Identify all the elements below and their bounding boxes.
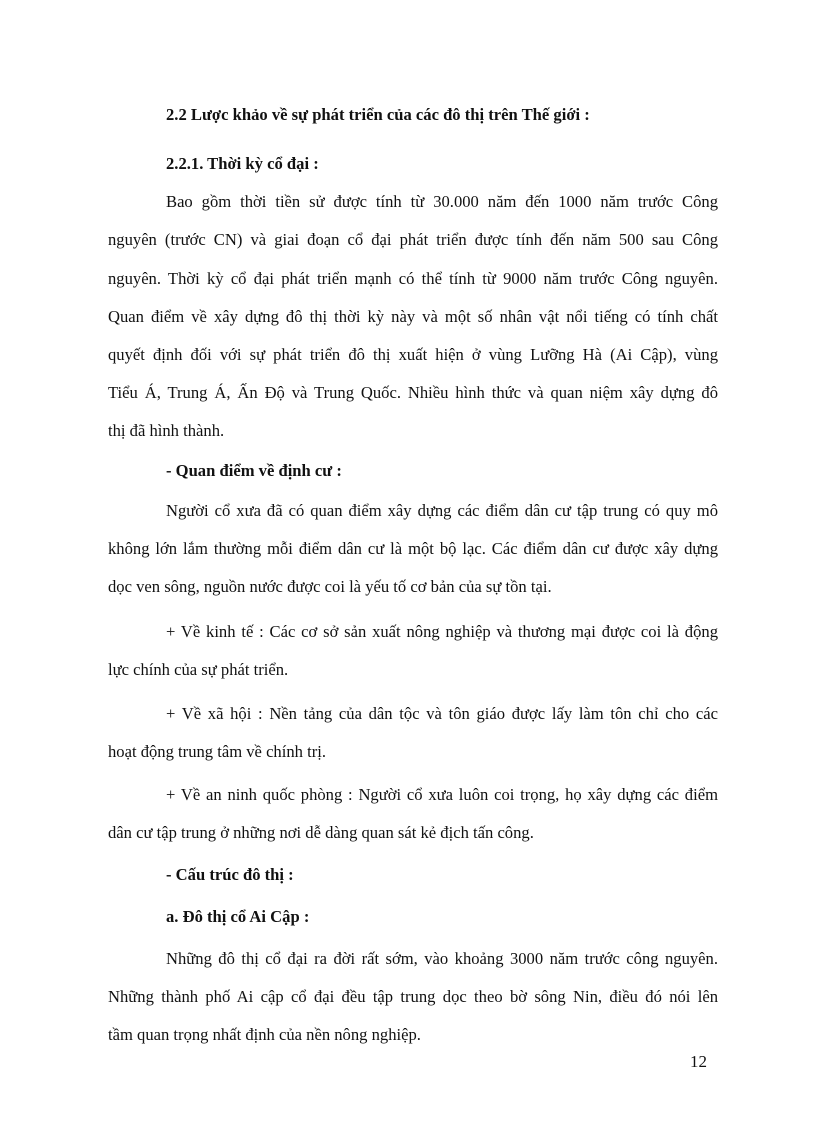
settlement-line-1: Người cổ xưa đã có quan điểm xây dựng các điểm dân cư tập trung có quy mô (166, 501, 718, 520)
society-line-2: hoạt động trung tâm về chính trị. (108, 742, 326, 761)
economy-line-2: lực chính của sự phát triển. (108, 660, 289, 679)
settlement-heading: - Quan điểm về định cư : (166, 461, 342, 480)
page-number: 12 (690, 1052, 707, 1071)
security-line-2: dân cư tập trung ở những nơi dễ dàng quan sát kẻ địch tấn công. (108, 823, 534, 842)
settlement-line-3: dọc ven sông, nguồn nước được coi là yếu tố cơ bản của sự tồn tại. (108, 577, 552, 596)
egypt-line-2: Những thành phố Ai cập cổ đại đều tập trung dọc theo bờ sông Nin, điều đó nói lên (108, 987, 718, 1006)
intro-line-5: quyết định đối với sự phát triển đô thị xuất hiện ở vùng Lưỡng Hà (Ai Cập), vùng (108, 345, 718, 364)
intro-line-7: thị đã hình thành. (108, 421, 225, 440)
intro-line-1: Bao gồm thời tiền sử được tính từ 30.000 năm đến 1000 năm trước Công (166, 192, 718, 211)
structure-heading: - Cấu trúc đô thị : (166, 865, 294, 884)
intro-line-4: Quan điểm về xây dựng đô thị thời kỳ này và một số nhân vật nổi tiếng có tính chất (108, 307, 718, 326)
intro-line-6: Tiểu Á, Trung Á, Ấn Độ và Trung Quốc. Nhiều hình thức và quan niệm xây dựng đô (108, 383, 718, 402)
economy-line-1: + Về kinh tế : Các cơ sở sản xuất nông nghiệp và thương mại được coi là động (166, 622, 718, 641)
settlement-line-2: không lớn lắm thường mỗi điểm dân cư là một bộ lạc. Các điểm dân cư được xây dựng (108, 539, 718, 558)
egypt-line-1: Những đô thị cổ đại ra đời rất sớm, vào khoảng 3000 năm trước công nguyên. (166, 949, 718, 968)
society-line-1: + Về xã hội : Nền tảng của dân tộc và tôn giáo được lấy làm tôn chỉ cho các (166, 704, 718, 723)
egypt-heading: a. Đô thị cổ Ai Cập : (166, 907, 310, 926)
egypt-line-3: tầm quan trọng nhất định của nền nông nghiệp. (108, 1025, 421, 1044)
intro-line-2: nguyên (trước CN) và giai đoạn cổ đại phát triển được tính đến năm 500 sau Công (108, 230, 718, 249)
subsection-heading: 2.2.1. Thời kỳ cổ đại : (166, 154, 319, 173)
security-line-1: + Về an ninh quốc phòng : Người cổ xưa luôn coi trọng, họ xây dựng các điểm (166, 785, 718, 804)
section-heading: 2.2 Lược khảo về sự phát triển của các đô thị trên Thế giới : (166, 105, 590, 124)
intro-line-3: nguyên. Thời kỳ cổ đại phát triển mạnh có thể tính từ 9000 năm trước Công nguyên. (108, 269, 718, 288)
